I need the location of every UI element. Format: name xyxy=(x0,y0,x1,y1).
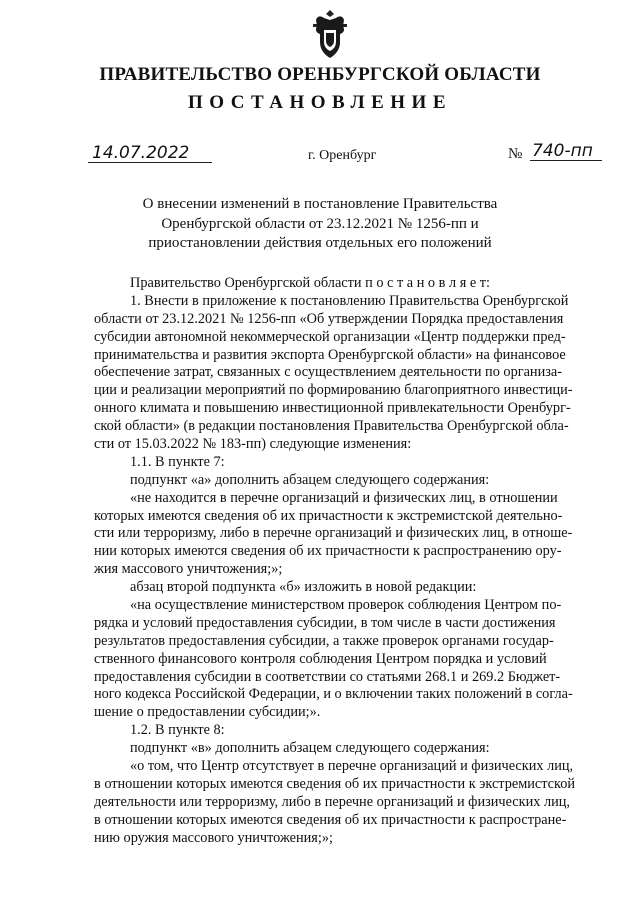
body-line: «не находится в перечне организаций и физических лиц, в отношении xyxy=(130,489,558,506)
subject-line: приостановлении действия отдельных его положений xyxy=(148,235,492,251)
body-line: предоставления субсидии в соответствии со статьями 268.1 и 269.2 Бюджет- xyxy=(94,668,561,685)
body-line: 1.2. В пункте 8: xyxy=(130,722,225,739)
body-line: ственного финансового контроля соблюдения Центром порядка и условий xyxy=(94,650,547,667)
body-line: которых имеются сведения об их причастности к экстремистской деятельно- xyxy=(94,507,563,524)
document-city: г. Оренбург xyxy=(308,148,377,163)
coat-of-arms-icon xyxy=(310,8,350,60)
document-date: 14.07.2022 xyxy=(88,144,212,163)
body-line: онного климата и повышению инвестиционной привлекательности Оренбург- xyxy=(94,400,571,417)
body-line: жия массового уничтожения;»; xyxy=(94,561,283,578)
document-type-title: ПОСТАНОВЛЕНИЕ xyxy=(187,92,453,113)
organization-title: ПРАВИТЕЛЬСТВО ОРЕНБУРГСКОЙ ОБЛАСТИ xyxy=(99,64,541,85)
document-body xyxy=(94,275,602,848)
body-line: нии которых имеются сведения об их причастности к распространению ору- xyxy=(94,543,562,560)
document-subject xyxy=(100,195,540,254)
document-number-label: № xyxy=(508,146,523,162)
body-line: шение о предоставлении субсидии;». xyxy=(94,704,321,721)
body-line: деятельности или терроризму, либо в перечне организаций и физических лиц, xyxy=(94,793,570,810)
body-line: ции и реализации мероприятий по формированию благоприятного инвестици- xyxy=(94,382,573,399)
body-line: обеспечение затрат, связанных с осуществлением деятельности по организа- xyxy=(94,364,562,381)
subject-line: Оренбургской области от 23.12.2021 № 1256-пп и xyxy=(161,215,479,232)
body-line: абзац второй подпункта «б» изложить в новой редакции: xyxy=(130,579,477,596)
document-number: 740-пп xyxy=(530,142,602,161)
subject-line: О внесении изменений в постановление Правительства xyxy=(142,196,498,212)
body-line: нию оружия массового уничтожения;»; xyxy=(94,829,333,846)
body-line: 1.1. В пункте 7: xyxy=(130,453,225,470)
body-line: в отношении которых имеются сведения об их причастности к распростране- xyxy=(94,811,567,828)
body-line: подпункт «в» дополнить абзацем следующего содержания: xyxy=(130,740,490,757)
body-line: «на осуществление министерством проверок соблюдения Центром по- xyxy=(130,597,562,614)
body-line: субсидии автономной некоммерческой организации «Центр поддержки пред- xyxy=(94,328,566,345)
body-line: рядка и условий предоставления субсидии, в том числе в части достижения xyxy=(94,614,556,631)
body-line: подпункт «а» дополнить абзацем следующего содержания: xyxy=(130,471,490,488)
body-line: ного кодекса Российской Федерации, и о включении таких положений в согла- xyxy=(94,686,573,703)
body-line: принимательства и развития экспорта Оренбургской области» на финансовое xyxy=(94,346,566,363)
body-line: результатов предоставления субсидии, а также проверок органами государ- xyxy=(94,632,554,649)
body-line: в отношении которых имеются сведения об их причастности к экстремистской xyxy=(94,775,576,792)
body-line: «о том, что Центр отсутствует в перечне организаций и физических лиц, xyxy=(130,758,574,775)
body-line: области от 23.12.2021 № 1256-пп «Об утверждении Порядка предоставления xyxy=(94,310,564,327)
body-line: ской области» (в редакции постановления Правительства Оренбургской обла- xyxy=(94,418,569,435)
body-line: сти или терроризму, либо в перечне организаций и физических лиц, в отноше- xyxy=(94,525,573,542)
body-line: 1. Внести в приложение к постановлению Правительства Оренбургской xyxy=(130,292,569,309)
body-line: сти от 15.03.2022 № 183-пп) следующие изменения: xyxy=(94,436,412,453)
body-line: Правительство Оренбургской области п о с т а н о в л я е т: xyxy=(130,275,490,291)
